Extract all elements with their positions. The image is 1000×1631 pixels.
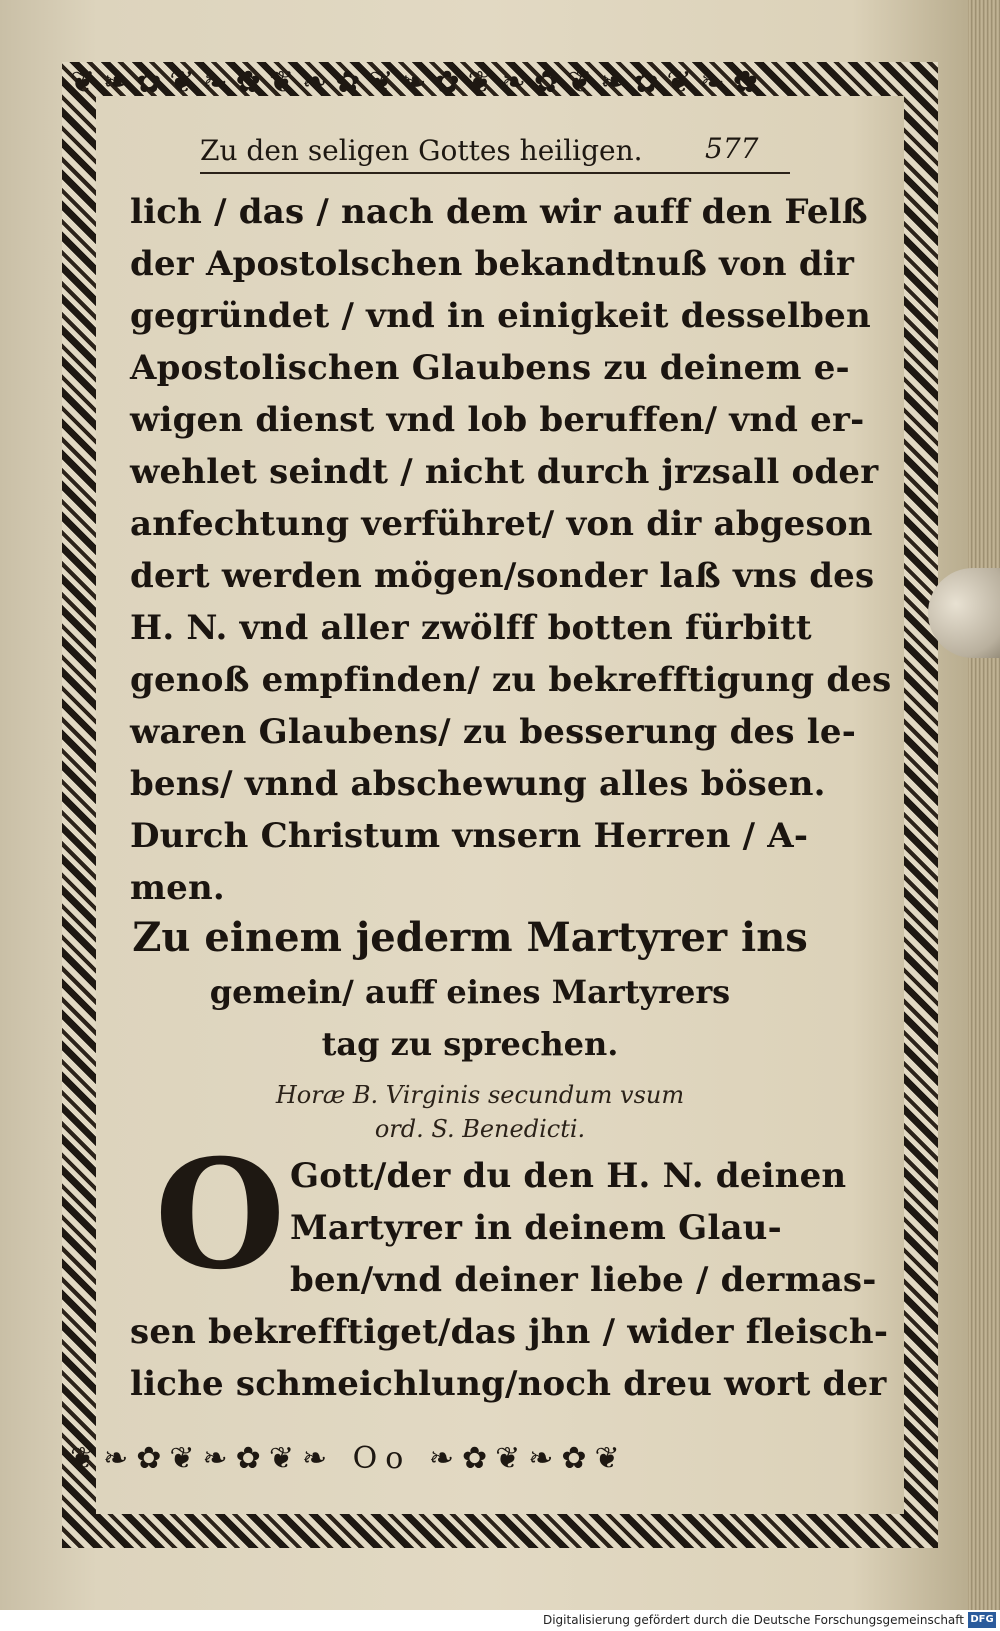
text-line: gegründet / vnd in einigkeit desselben (130, 296, 871, 336)
source-line-1: Horæ B. Virginis secundum vsum (275, 1081, 685, 1109)
running-head-title: Zu den seligen Gottes heiligen. (200, 134, 643, 167)
text-line: Durch Christum vnsern Herren / A- (130, 816, 809, 856)
top-ornament-band: ❦❧✿❦❧✿❦❧✿❦❧✿❦❧✿❦❧✿❦❧✿ (70, 65, 766, 100)
footer-credit: Digitalisierung gefördert durch die Deutsche Forschungsgemeinschaft (542, 1613, 964, 1627)
text-line: men. (130, 868, 225, 908)
prayer-text (130, 1150, 889, 1410)
heading-line-2: gemein/ auff eines Martyrers (209, 973, 731, 1011)
text-line: Gott/der du den H. N. deinen (290, 1156, 847, 1196)
text-line: H. N. vnd aller zwölff botten fürbitt (130, 608, 812, 648)
text-line: wigen dienst vnd lob beruffen/ vnd er- (130, 400, 865, 440)
text-line: liche schmeichlung/noch dreu wort der (130, 1364, 887, 1404)
text-line: ben/vnd deiner liebe / dermas- (290, 1260, 877, 1300)
section-heading (130, 910, 810, 1070)
page-number: 577 (705, 132, 759, 165)
text-line: bens/ vnnd abschewung alles bösen. (130, 764, 826, 804)
text-line: genoß empfinden/ zu bekrefftigung des (130, 660, 892, 700)
heading-line-3: tag zu sprechen. (321, 1025, 619, 1063)
decorated-initial: O (154, 1127, 286, 1303)
footer-bar (0, 1610, 1000, 1631)
page-edges (968, 0, 1000, 1610)
text-line: Apostolischen Glaubens zu deinem e- (130, 348, 850, 388)
text-line: anfechtung verführet/ von dir abgeson (130, 504, 873, 544)
text-line: dert werden mögen/sonder laß vns des (130, 556, 875, 596)
catchword: Oo (352, 1441, 412, 1476)
text-line: der Apostolschen bekandtnuß von dir (130, 244, 855, 284)
source-line-2: ord. S. Benedicti. (374, 1115, 586, 1143)
bottom-ornament-band: ❦❧✿❦❧✿❦❧ Oo ❧✿❦❧✿❦ (70, 1441, 628, 1476)
text-line: waren Glaubens/ zu besserung des le- (130, 712, 857, 752)
text-line: Martyrer in deinem Glau- (290, 1208, 782, 1248)
text-line: wehlet seindt / nicht durch jrzsall oder (130, 452, 879, 492)
body-text (130, 186, 892, 914)
dfg-logo-icon: DFG (968, 1612, 996, 1628)
heading-line-1: Zu einem jederm Martyrer ins (132, 914, 808, 961)
text-line: sen bekrefftiget/das jhn / wider fleisch- (130, 1312, 889, 1352)
text-line: lich / das / nach dem wir auff den Felß (130, 192, 868, 232)
running-head (200, 132, 790, 174)
